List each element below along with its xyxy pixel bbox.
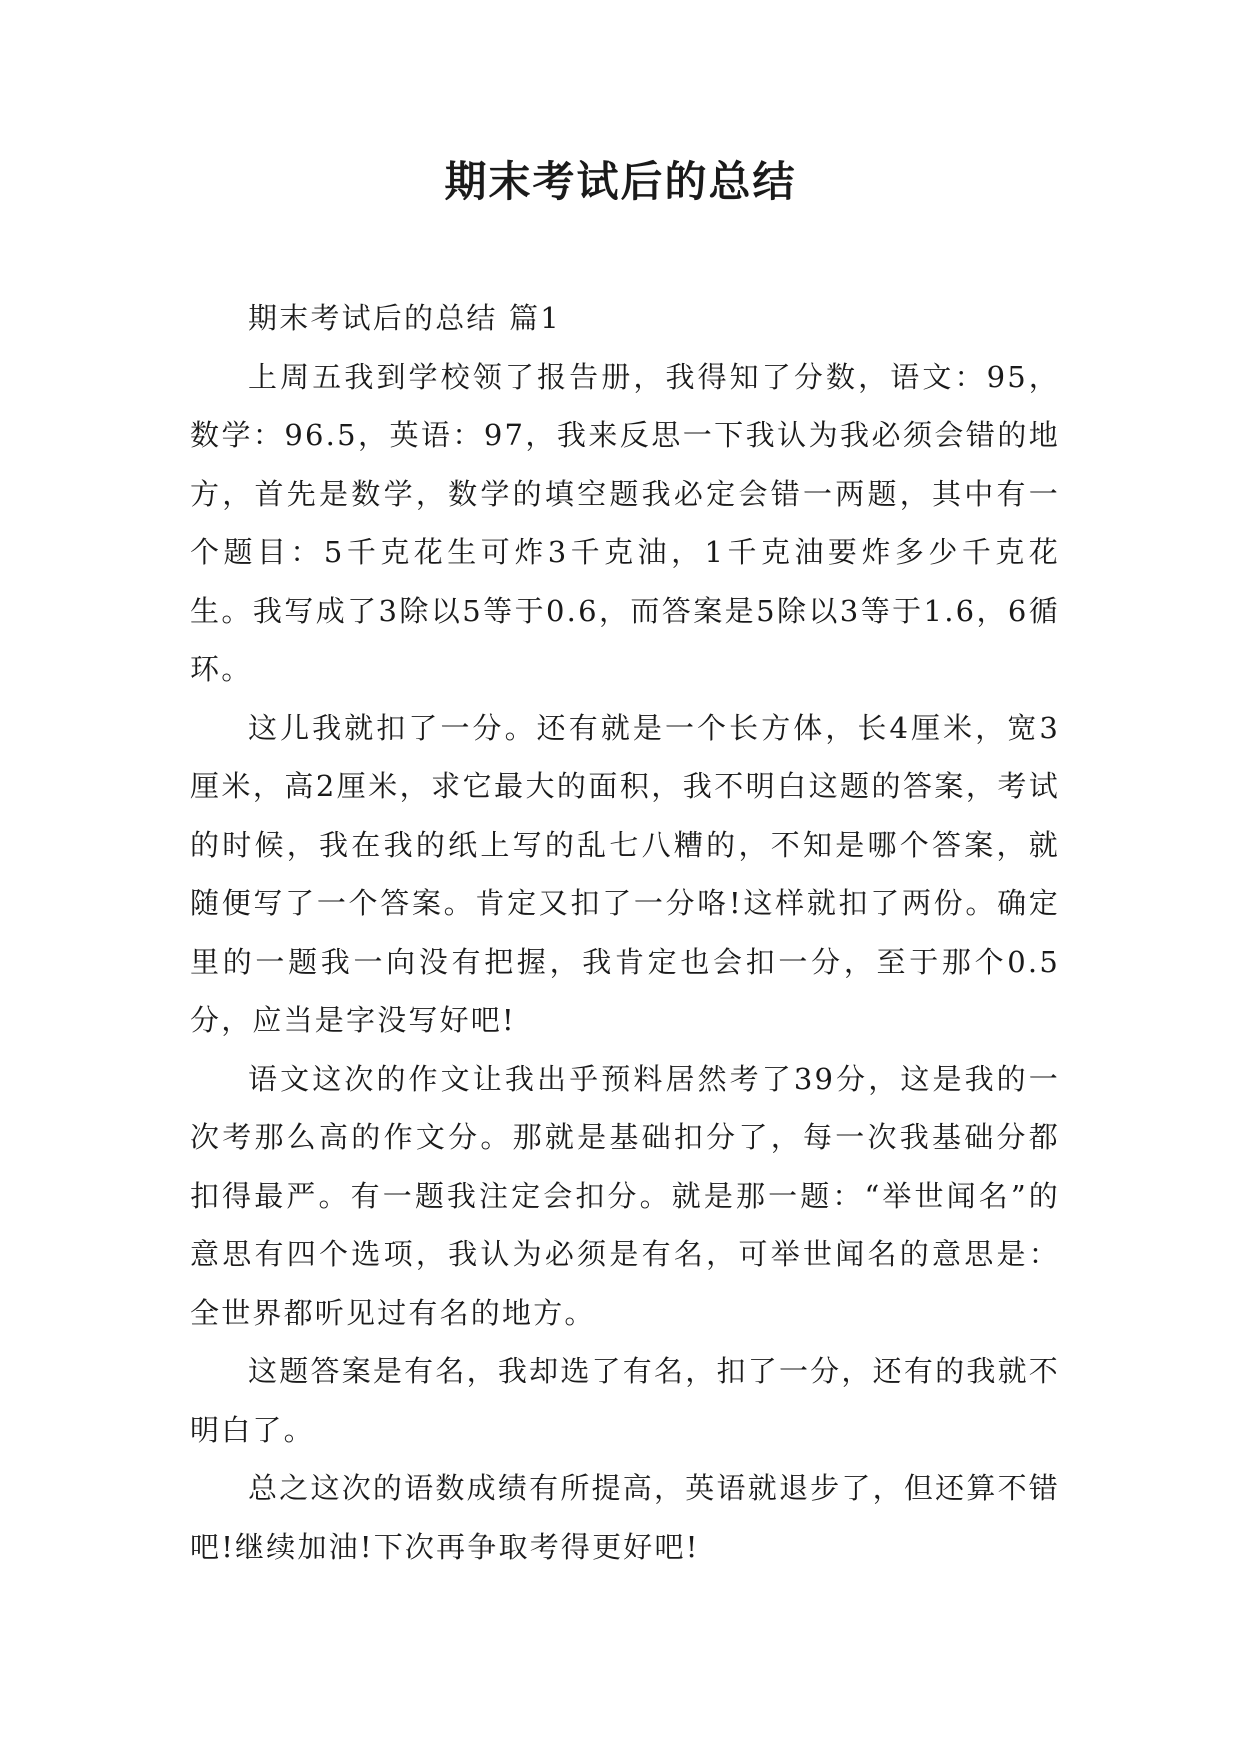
- paragraph-3: 语文这次的作文让我出乎预料居然考了39分，这是我的一次考那么高的作文分。那就是基础扣分了，每一次我基础分都扣得最严。有一题我注定会扣分。就是那一题：“举世闻名”的意思有四个选项，我认为必须是有名，可举世闻名的意思是：全世界都听见过有名的地方。: [190, 1061, 1060, 1330]
- document-body: [190, 289, 1060, 1576]
- paragraph-4: 这题答案是有名，我却选了有名，扣了一分，还有的我就不明白了。: [190, 1354, 1060, 1447]
- paragraph-5: 总之这次的语数成绩有所提高，英语就退步了，但还算不错吧!继续加油!下次再争取考得更好吧!: [190, 1471, 1060, 1564]
- section-heading: 期末考试后的总结 篇1: [248, 301, 561, 335]
- document-title: 期末考试后的总结: [444, 157, 797, 206]
- paragraph-1: 上周五我到学校领了报告册，我得知了分数，语文：95，数学：96.5，英语：97，我来反思一下我认为我必须会错的地方，首先是数学，数学的填空题我必定会错一两题，其中有一个题目：5千克花生可炸3千克油，1千克油要炸多少千克花生。我写成了3除以5等于0.6，而答案是5除以3等于1.6，6循环。: [190, 359, 1060, 686]
- paragraph-2: 这儿我就扣了一分。还有就是一个长方体，长4厘米，宽3厘米，高2厘米，求它最大的面积，我不明白这题的答案，考试的时候，我在我的纸上写的乱七八糟的，不知是哪个答案，就随便写了一个答案。肯定又扣了一分咯!这样就扣了两份。确定里的一题我一向没有把握，我肯定也会扣一分，至于那个0.5分，应当是字没写好吧!: [190, 710, 1060, 1037]
